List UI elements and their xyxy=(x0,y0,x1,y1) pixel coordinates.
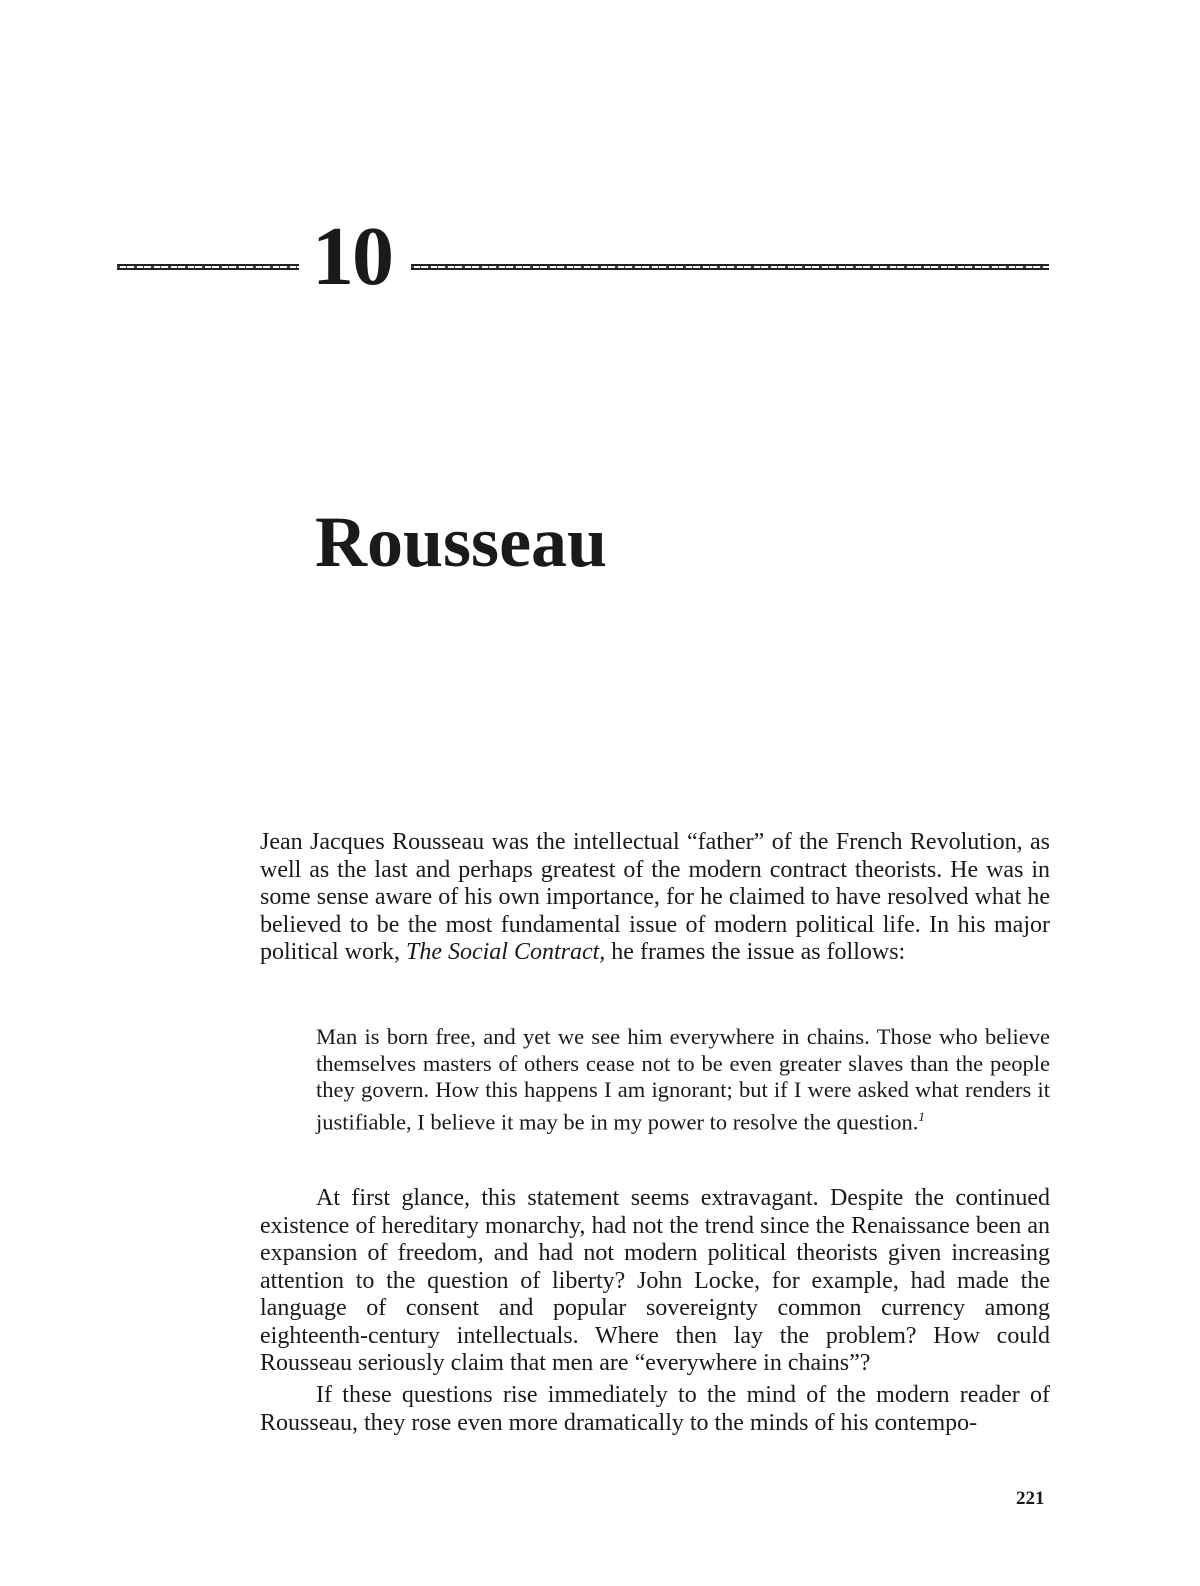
page-number: 221 xyxy=(1016,1488,1045,1509)
footnote-marker[interactable]: 1 xyxy=(918,1108,925,1124)
body-paragraph-2: At first glance, this statement seems extravagant. Despite the continued existence of hereditary monarchy, had not the trend since the Renaissance been an expansion of freedom, and had not modern political theorists given increasing attention to the question of liberty? John Locke, for example, had made the language of consent and popular sovereignty common currency among eighteenth-century intellectuals. Where then lay the problem? How could Rousseau seriously claim that men are “everywhere in chains”? xyxy=(260,1185,1050,1376)
book-title-italic: The Social Contract, xyxy=(405,939,606,965)
paragraph-text: Jean Jacques Rousseau was the intellectual “father” of the French Revolution, as well as the last and perhaps greatest of the modern contract theorists. He was in some sense aware of his own importance, for he claimed to have resolved what he believed to be the most fundamental issue of modern political life. In his major political work, xyxy=(260,829,1050,965)
paragraph-text: he frames the issue as follows: xyxy=(605,939,906,965)
quote-text: Man is born free, and yet we see him everywhere in chains. Those who believe themselves masters of others cease not to be even greater slaves than the people they govern. How this happens I am ignorant; but if I were asked what renders it justifiable, I believe it may be in my power to resolve the question. xyxy=(316,1024,1050,1134)
chapter-rule-right xyxy=(411,264,1049,270)
chapter-number: 10 xyxy=(312,210,392,303)
chapter-rule-left xyxy=(117,264,299,270)
body-paragraph-1 xyxy=(260,829,1050,967)
block-quote xyxy=(316,1024,1050,1136)
chapter-title: Rousseau xyxy=(315,502,608,582)
body-paragraph-3: If these questions rise immediately to the mind of the modern reader of Rousseau, they rose even more dramatically to the minds of his contempo- xyxy=(260,1382,1050,1436)
